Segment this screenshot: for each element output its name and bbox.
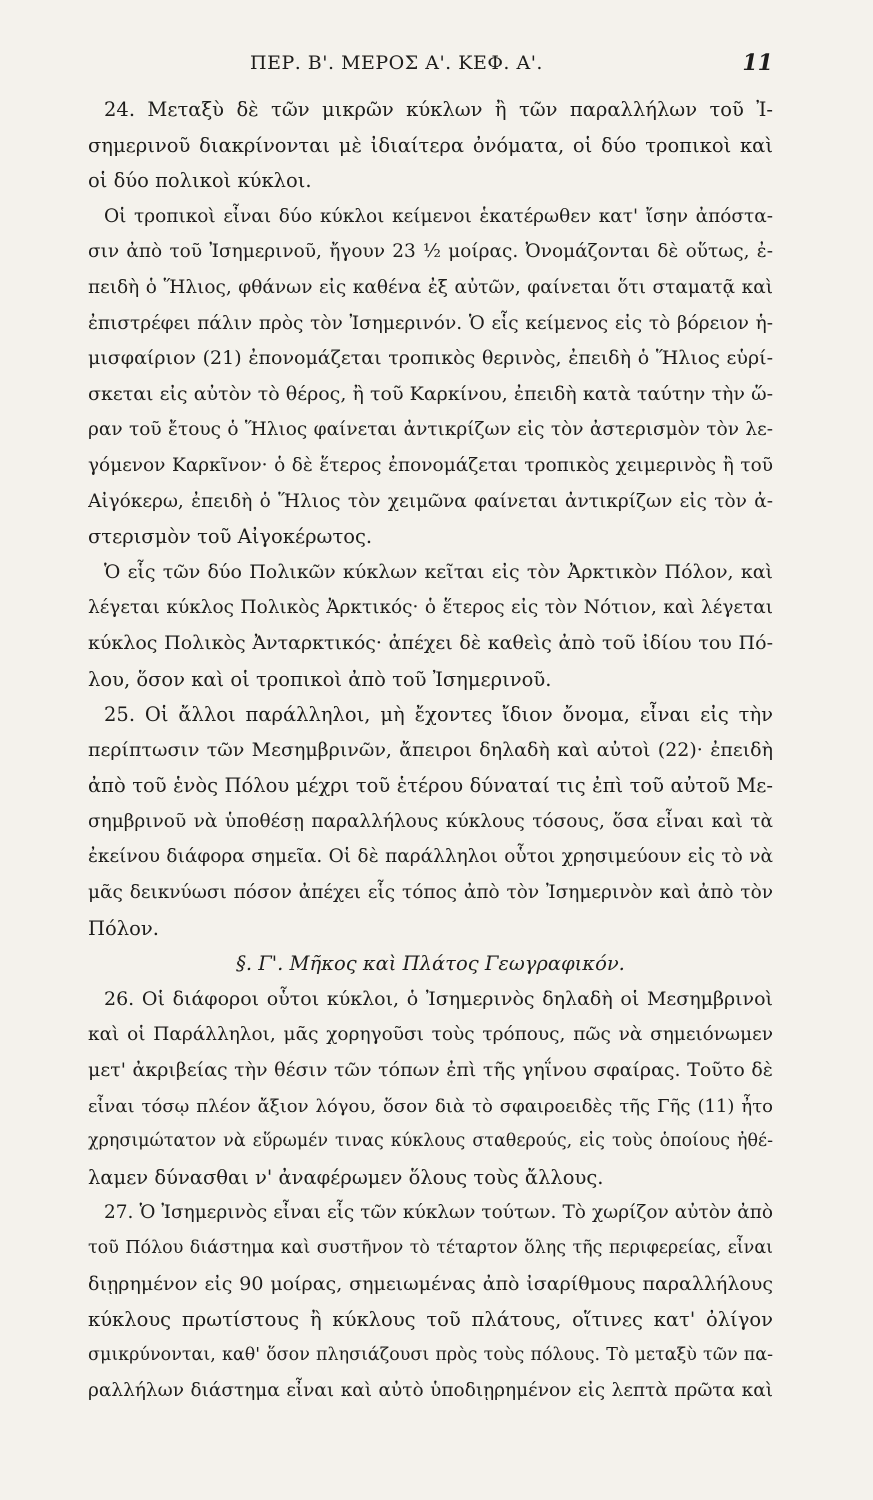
text-line: ἐκείνου διάφορα σημεῖα. Οἱ δὲ παράλληλοι οὗτοι χρησιμεύουν εἰς τὸ νὰ: [88, 846, 773, 868]
text-line: τοῦ Πόλου διάστημα καὶ συστῆνον τὸ τέταρτον ὅλης τῆς περιφερείας, εἶναι: [88, 1238, 773, 1258]
text-line: διῃρημένον εἰς 90 μοίρας, σημειωμένας ἀπὸ ἰσαρίθμους παραλλήλους: [88, 1272, 773, 1295]
page-number: 11: [742, 50, 773, 76]
text-line: 24. Μεταξὺ δὲ τῶν μικρῶν κύκλων ἢ τῶν παραλλήλων τοῦ Ἰ-: [104, 98, 773, 121]
text-line: ραλλήλων διάστημα εἶναι καὶ αὐτὸ ὑποδιῃρημένον εἰς λεπτὰ πρῶτα καὶ: [88, 1380, 773, 1402]
text-line: λου, ὅσον καὶ οἱ τροπικοὶ ἀπὸ τοῦ Ἰσημερινοῦ.: [88, 667, 552, 691]
text-line: Ὁ εἷς τῶν δύο Πολικῶν κύκλων κεῖται εἰς τὸν Ἀρκτικὸν Πόλον, καὶ: [104, 560, 773, 583]
text-line: μισφαίριον (21) ἐπονομάζεται τροπικὸς θερινὸς, ἐπειδὴ ὁ Ἥλιος εὑρί-: [88, 347, 773, 370]
text-line: στερισμὸν τοῦ Αἰγοκέρωτος.: [88, 525, 373, 549]
text-line: λαμεν δύνασθαι ν' ἀναφέρωμεν ὅλους τοὺς ἄλλους.: [88, 1165, 604, 1189]
text-line: σημβρινοῦ νὰ ὑποθέσῃ παραλλήλους κύκλους τόσους, ὅσα εἶναι καὶ τὰ: [88, 810, 773, 832]
text-line: μᾶς δεικνύωσι πόσον ἀπέχει εἷς τόπος ἀπὸ τὸν Ἰσημερινὸν καὶ ἀπὸ τὸν: [88, 882, 773, 904]
text-line: σημερινοῦ διακρίνονται μὲ ἰδιαίτερα ὀνόματα, οἱ δύο τροπικοὶ καὶ: [88, 133, 773, 157]
text-line: γόμενον Καρκῖνον· ὁ δὲ ἕτερος ἐπονομάζεται τροπικὸς χειμερινὸς ἢ τοῦ: [88, 454, 773, 476]
text-line: κύκλος Πολικὸς Ἀνταρκτικός· ἀπέχει δὲ καθεὶς ἀπὸ τοῦ ἰδίου του Πό-: [88, 631, 773, 654]
text-line: εἶναι τόσῳ πλέον ἄξιον λόγου, ὅσον διὰ τὸ σφαιροειδὲς τῆς Γῆς (11) ἦτο: [88, 1095, 773, 1117]
text-line: κύκλους πρωτίστους ἢ κύκλους τοῦ πλάτους, οἵτινες κατ' ὀλίγον: [88, 1308, 773, 1332]
text-line: οἱ δύο πολικοὶ κύκλοι.: [88, 169, 312, 193]
text-line: σμικρύνονται, καθ' ὅσον πλησιάζουσι πρὸς τοὺς πόλους. Τὸ μεταξὺ τῶν πα-: [88, 1344, 773, 1365]
text-line: Οἱ τροπικοὶ εἶναι δύο κύκλοι κείμενοι ἑκατέρωθεν κατ' ἴσην ἀπόστα-: [104, 205, 773, 227]
text-line: χρησιμώτατον νὰ εὕρωμέν τινας κύκλους σταθερούς, εἰς τοὺς ὁποίους ἠθέ-: [88, 1131, 773, 1152]
text-line: 25. Οἱ ἄλλοι παράλληλοι, μὴ ἔχοντες ἴδιον ὄνομα, εἶναι εἰς τὴν: [104, 703, 773, 727]
text-line: ραν τοῦ ἔτους ὁ Ἥλιος φαίνεται ἀντικρίζων εἰς τὸν ἀστερισμὸν τὸν λε-: [88, 419, 773, 441]
text-line: ἀπὸ τοῦ ἑνὸς Πόλου μέχρι τοῦ ἑτέρου δύναταί τις ἐπὶ τοῦ αὐτοῦ Με-: [88, 774, 773, 798]
text-line: ἐπιστρέφει πάλιν πρὸς τὸν Ἰσημερινόν. Ὁ εἷς κείμενος εἰς τὸ βόρειον ἡ-: [88, 312, 773, 334]
running-title: ΠΕΡ. Β'. ΜΕΡΟΣ Α'. ΚΕΦ. Α'.: [250, 52, 543, 74]
body-text: [88, 92, 773, 1409]
text-line: πειδὴ ὁ Ἥλιος, φθάνων εἰς καθένα ἐξ αὐτῶν, φαίνεται ὅτι σταματᾷ καὶ: [88, 276, 773, 298]
text-line: 26. Οἱ διάφοροι οὗτοι κύκλοι, ὁ Ἰσημερινὸς δηλαδὴ οἱ Μεσημβρινοὶ: [104, 987, 773, 1010]
text-line: Αἰγόκερω, ἐπειδὴ ὁ Ἥλιος τὸν χειμῶνα φαίνεται ἀντικρίζων εἰς τὸν ἀ-: [88, 490, 773, 512]
text-line: σκεται εἰς αὐτὸν τὸ θέρος, ἢ τοῦ Καρκίνου, ἐπειδὴ κατὰ ταύτην τὴν ὥ-: [88, 382, 773, 405]
text-line: Πόλον.: [88, 916, 159, 940]
text-line: περίπτωσιν τῶν Μεσημβρινῶν, ἄπειροι δηλαδὴ καὶ αὐτοὶ (22)· ἐπειδὴ: [88, 738, 773, 761]
running-head: [88, 52, 773, 84]
text-line: λέγεται κύκλος Πολικὸς Ἀρκτικός· ὁ ἕτερος εἰς τὸν Νότιον, καὶ λέγεται: [88, 597, 773, 619]
text-line: καὶ οἱ Παράλληλοι, μᾶς χορηγοῦσι τοὺς τρόπους, πῶς νὰ σημειόνωμεν: [88, 1024, 773, 1046]
section-heading: §. Γ'. Μῆκος καὶ Πλάτος Γεωγραφικόν.: [236, 952, 625, 976]
text-line: μετ' ἀκριβείας τὴν θέσιν τῶν τόπων ἐπὶ τῆς γηΐνου σφαίρας. Τοῦτο δὲ: [88, 1059, 773, 1082]
text-line: σιν ἀπὸ τοῦ Ἰσημερινοῦ, ἤγουν 23 ½ μοίρας. Ὀνομάζονται δὲ οὕτως, ἐ-: [88, 241, 773, 263]
text-line: 27. Ὁ Ἰσημερινὸς εἶναι εἷς τῶν κύκλων τούτων. Τὸ χωρίζον αὐτὸν ἀπὸ: [104, 1202, 773, 1224]
